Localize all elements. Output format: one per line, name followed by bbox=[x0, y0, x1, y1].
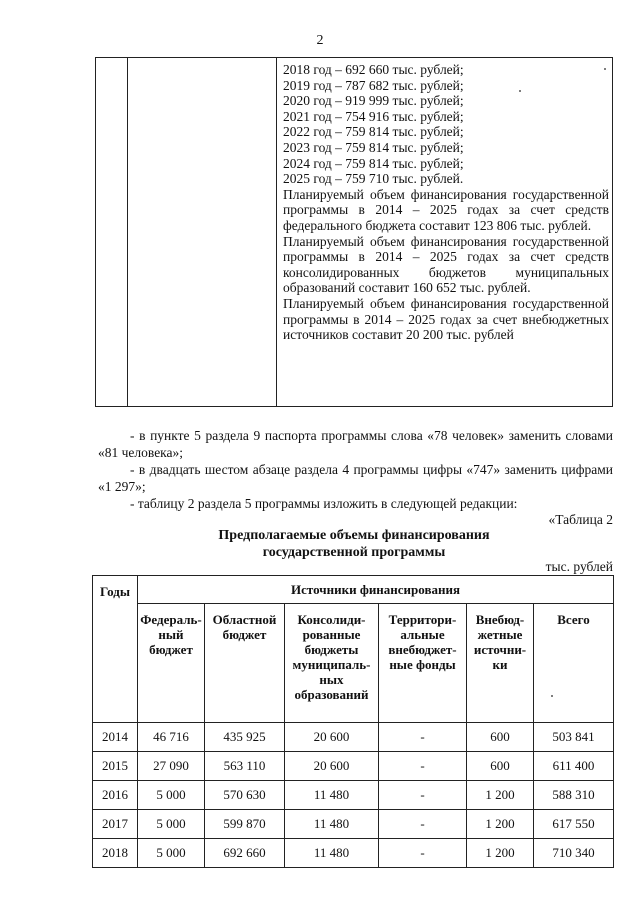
cell-territorial: - bbox=[379, 810, 467, 839]
header-territorial-funds: Территори- альные внебюджет- ные фонды bbox=[379, 604, 467, 723]
cell-federal: 5 000 bbox=[138, 810, 205, 839]
scan-speck bbox=[519, 90, 521, 92]
header-regional-budget: Областной бюджет bbox=[205, 604, 285, 723]
cell-municipal: 11 480 bbox=[285, 781, 379, 810]
table-title-line-2: государственной программы bbox=[262, 545, 446, 560]
cell-year: 2018 bbox=[93, 839, 138, 868]
cell-territorial: - bbox=[379, 839, 467, 868]
cell-extrabudgetary: 600 bbox=[467, 723, 534, 752]
continuation-table-col-1 bbox=[96, 58, 128, 406]
subheader-row bbox=[93, 604, 614, 723]
header-extrabudgetary: Внебюд- жетные источни- ки bbox=[467, 604, 534, 723]
funding-year-line: 2019 год – 787 682 тыс. рублей; bbox=[283, 77, 464, 93]
cell-federal: 27 090 bbox=[138, 752, 205, 781]
continuation-table-col-2 bbox=[127, 58, 277, 406]
cell-regional: 599 870 bbox=[205, 810, 285, 839]
table-row bbox=[93, 810, 614, 839]
cell-regional: 692 660 bbox=[205, 839, 285, 868]
cell-regional: 570 630 bbox=[205, 781, 285, 810]
header-municipal-budgets: Консолиди- рованные бюджеты муниципаль- ных образований bbox=[285, 604, 379, 723]
continuation-table bbox=[95, 57, 613, 407]
scan-speck bbox=[604, 68, 606, 70]
cell-extrabudgetary: 1 200 bbox=[467, 839, 534, 868]
cell-total: 588 310 bbox=[534, 781, 614, 810]
funding-year-line: 2021 год – 754 916 тыс. рублей; bbox=[283, 108, 464, 124]
cell-municipal: 20 600 bbox=[285, 752, 379, 781]
cell-federal: 5 000 bbox=[138, 839, 205, 868]
cell-regional: 435 925 bbox=[205, 723, 285, 752]
cell-total: 611 400 bbox=[534, 752, 614, 781]
cell-year: 2015 bbox=[93, 752, 138, 781]
funding-year-line: 2020 год – 919 999 тыс. рублей; bbox=[283, 93, 464, 109]
table-row bbox=[93, 839, 614, 868]
header-federal-budget: Федераль- ный бюджет bbox=[138, 604, 205, 723]
page-number: 2 bbox=[316, 33, 324, 48]
cell-territorial: - bbox=[379, 723, 467, 752]
scan-speck bbox=[551, 695, 553, 697]
funding-year-line: 2022 год – 759 814 тыс. рублей; bbox=[283, 124, 464, 140]
table-row bbox=[93, 752, 614, 781]
cell-municipal: 11 480 bbox=[285, 839, 379, 868]
cell-year: 2017 bbox=[93, 810, 138, 839]
extrabudgetary-funding-paragraph: Планируемый объем финансирования государственной программы в 2014 – 2025 годах за счет внебюджетных источников составит 20 200 тыс. рублей bbox=[283, 295, 609, 343]
table-label: «Таблица 2 bbox=[548, 512, 613, 527]
funding-year-line: 2024 год – 759 814 тыс. рублей; bbox=[283, 155, 464, 171]
cell-extrabudgetary: 1 200 bbox=[467, 781, 534, 810]
cell-municipal: 20 600 bbox=[285, 723, 379, 752]
cell-total: 710 340 bbox=[534, 839, 614, 868]
cell-federal: 46 716 bbox=[138, 723, 205, 752]
federal-funding-paragraph: Планируемый объем финансирования государственной программы в 2014 – 2025 годах за счет средств федерального бюджета составит 123 806 тыс. рублей. bbox=[283, 186, 609, 233]
header-years: Годы bbox=[93, 576, 138, 723]
units-label: тыс. рублей bbox=[545, 559, 613, 574]
cell-total: 617 550 bbox=[534, 810, 614, 839]
cell-total: 503 841 bbox=[534, 723, 614, 752]
header-total: Всего bbox=[534, 604, 614, 723]
cell-federal: 5 000 bbox=[138, 781, 205, 810]
funding-year-line: 2023 год – 759 814 тыс. рублей; bbox=[283, 139, 464, 155]
cell-regional: 563 110 bbox=[205, 752, 285, 781]
table-title: Предполагаемые объемы финансирования bbox=[218, 528, 490, 543]
funding-year-line: 2018 год – 692 660 тыс. рублей; bbox=[283, 62, 464, 77]
municipal-funding-paragraph: Планируемый объем финансирования государственной программы в 2014 – 2025 годах за счет средств консолидированных бюджетов муниципальных образований составит 160 652 тыс. рублей. bbox=[283, 233, 609, 296]
header-sources: Источники финансирования bbox=[138, 576, 614, 604]
cell-municipal: 11 480 bbox=[285, 810, 379, 839]
financing-table bbox=[92, 575, 614, 868]
cell-year: 2016 bbox=[93, 781, 138, 810]
funding-year-line: 2025 год – 759 710 тыс. рублей. bbox=[283, 171, 464, 187]
table-row bbox=[93, 723, 614, 752]
financing-table-body bbox=[93, 723, 614, 868]
cell-extrabudgetary: 1 200 bbox=[467, 810, 534, 839]
amendment-paragraph: - в пункте 5 раздела 9 паспорта программы слова «78 человек» заменить словами «81 человека»; bbox=[98, 428, 613, 460]
amendment-paragraph: - таблицу 2 раздела 5 программы изложить в следующей редакции: bbox=[130, 496, 518, 511]
continuation-table-text bbox=[283, 62, 609, 343]
cell-territorial: - bbox=[379, 781, 467, 810]
table-row bbox=[93, 781, 614, 810]
cell-extrabudgetary: 600 bbox=[467, 752, 534, 781]
cell-year: 2014 bbox=[93, 723, 138, 752]
amendment-paragraph: - в двадцать шестом абзаце раздела 4 программы цифры «747» заменить цифрами «1 297»; bbox=[98, 462, 613, 494]
cell-territorial: - bbox=[379, 752, 467, 781]
